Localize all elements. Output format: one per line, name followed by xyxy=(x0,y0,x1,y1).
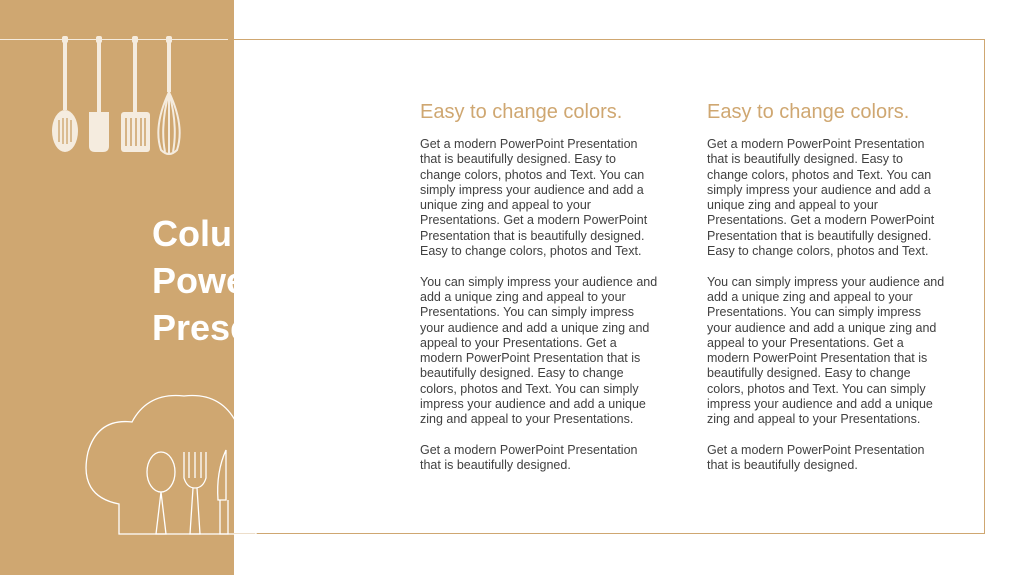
column-paragraph: You can simply impress your audience and add a unique zing and appeal to your Presentations. You can simply impress your audience and add a unique zing and appeal to your Presentations. Get a modern PowerPoint Presentation that is beautifully designed. Easy to change colors, photos and Text. You can simply impress your audience and add a unique zing and appeal to your Presentations. xyxy=(707,274,945,427)
text-column-left xyxy=(420,98,660,474)
title-line: Column xyxy=(152,213,286,254)
title-line: Powerpoint xyxy=(152,260,348,301)
column-paragraph: Get a modern PowerPoint Presentation that is beautifully designed. xyxy=(707,442,925,473)
title-line: Presentation xyxy=(152,307,371,348)
column-paragraph: Get a modern PowerPoint Presentation that is beautifully designed. xyxy=(420,442,638,473)
column-paragraph: Get a modern PowerPoint Presentation that is beautifully designed. Easy to change colors, photos and Text. You can simply impress your audience and add a unique zing and appeal to your Presentations. Get a modern PowerPoint Presentation that is beautifully designed. Easy to change colors, photos and Text. xyxy=(420,137,648,259)
column-heading: Easy to change colors. xyxy=(707,101,910,123)
slide-title xyxy=(152,210,370,351)
column-paragraph: Get a modern PowerPoint Presentation that is beautifully designed. Easy to change colors, photos and Text. You can simply impress your audience and add a unique zing and appeal to your Presentations. Get a modern PowerPoint Presentation that is beautifully designed. Easy to change colors, photos and Text. xyxy=(707,137,935,259)
chef-hat-cutlery-icon xyxy=(84,392,294,540)
column-paragraph: You can simply impress your audience and add a unique zing and appeal to your Presentations. You can simply impress your audience and add a unique zing and appeal to your Presentations. Get a modern PowerPoint Presentation that is beautifully designed. Easy to change colors, photos and Text. You can simply impress your audience and add a unique zing and appeal to your Presentations. xyxy=(420,274,658,427)
text-column-right xyxy=(707,98,947,474)
column-heading: Easy to change colors. xyxy=(420,101,623,123)
kitchen-utensils-icon xyxy=(45,36,190,158)
